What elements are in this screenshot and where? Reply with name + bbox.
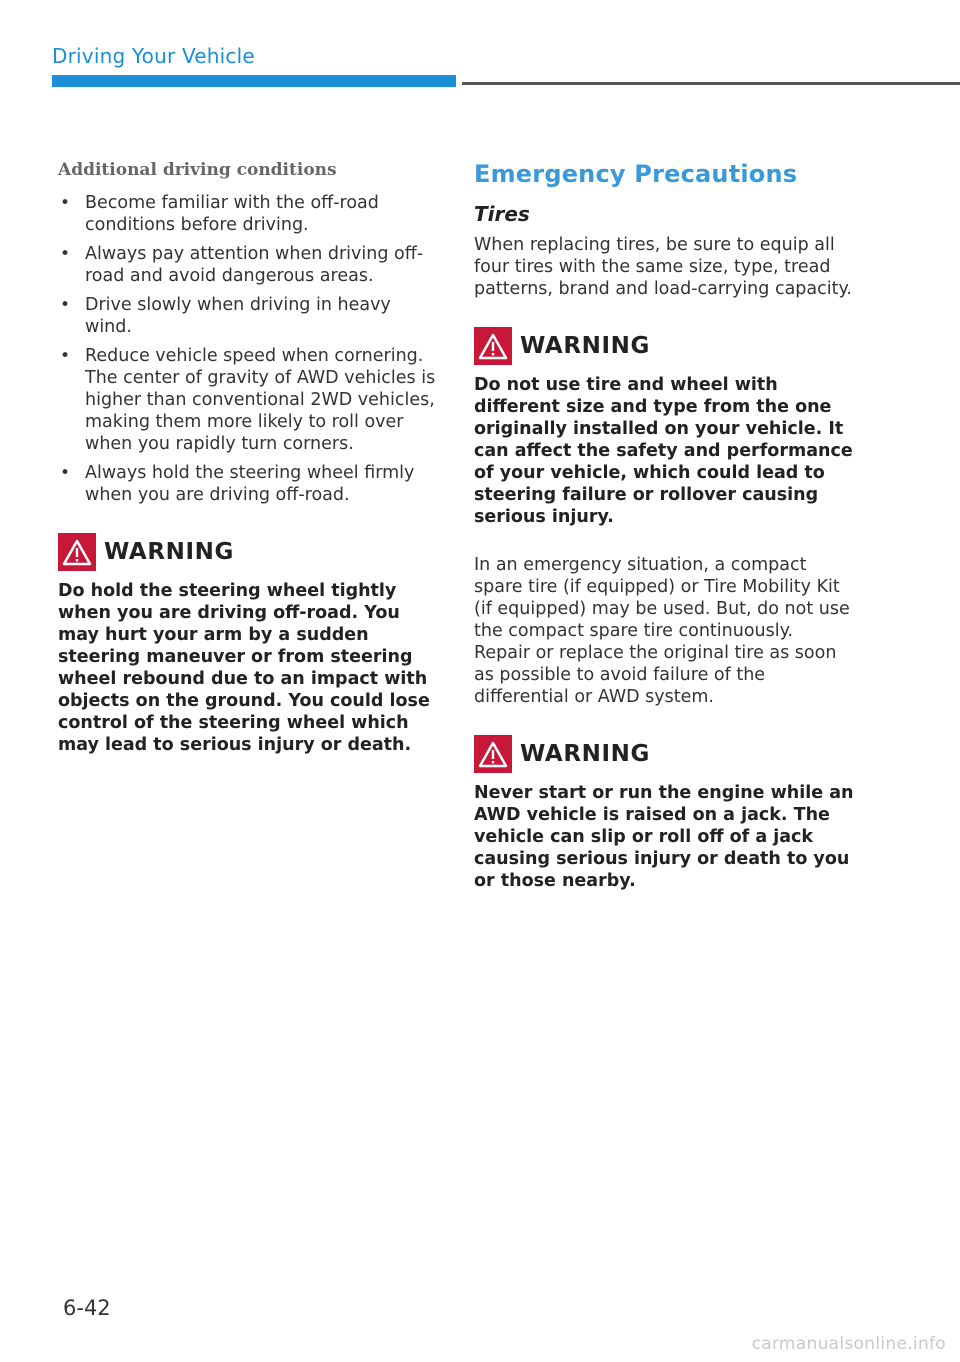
additional-driving-conditions-heading: Additional driving conditions — [58, 160, 337, 180]
warning-box — [474, 734, 854, 892]
list-item: • Always pay attention when driving off-road and avoid dangerous areas. — [60, 244, 424, 286]
list-item: • Become familiar with the off-road conditions before driving. — [60, 193, 379, 235]
warning-triangle-icon — [58, 533, 96, 571]
warning-text: Do not use tire and wheel with different size and type from the one originally installed on your vehicle. It can affect the safety and performance of your vehicle, which could lead to steering failure or rollover causing serious injury. — [474, 375, 853, 527]
list-item: • Reduce vehicle speed when cornering. The center of gravity of AWD vehicles is higher than conventional 2WD vehicles, making them more likely to roll over when you rapidly turn corners. — [60, 346, 436, 454]
warning-header — [58, 532, 438, 572]
warning-box — [58, 532, 438, 756]
warning-box — [474, 326, 854, 528]
warning-title: WARNING — [104, 539, 234, 565]
warning-title: WARNING — [520, 741, 650, 767]
bullet-icon: • — [60, 193, 71, 213]
warning-triangle-icon — [474, 327, 512, 365]
driving-conditions-list — [58, 192, 438, 506]
bullet-icon: • — [60, 244, 71, 264]
bullet-icon: • — [60, 295, 71, 315]
warning-title: WARNING — [520, 333, 650, 359]
header-title: Driving Your Vehicle — [52, 44, 255, 68]
list-item: • Always hold the steering wheel firmly when you are driving off-road. — [60, 463, 415, 505]
warning-text: Do hold the steering wheel tightly when you are driving off-road. You may hurt your arm by a sudden steering maneuver or from steering wheel rebound due to an impact with objects on the ground. You could lose control of the steering wheel which may lead to serious injury or death. — [58, 581, 430, 755]
warning-header — [474, 326, 854, 366]
warning-header — [474, 734, 854, 774]
watermark: carmanualsonline.info — [751, 1334, 946, 1354]
left-column — [58, 158, 438, 756]
right-column — [474, 158, 854, 892]
list-item: • Drive slowly when driving in heavy wind. — [60, 295, 391, 337]
bullet-icon: • — [60, 346, 71, 366]
header-accent-bar — [52, 75, 456, 87]
page-number: 6-42 — [63, 1296, 111, 1320]
bullet-icon: • — [60, 463, 71, 483]
header-rule — [462, 82, 960, 85]
emergency-precautions-title: Emergency Precautions — [474, 160, 798, 188]
emergency-spare-paragraph: In an emergency situation, a compact spare tire (if equipped) or Tire Mobility Kit (if equipped) may be used. But, do not use the compact spare tire continuously. Repair or replace the original tire as soon as possible to avoid failure of the differential or AWD system. — [474, 555, 850, 707]
warning-text: Never start or run the engine while an AWD vehicle is raised on a jack. The vehicle can slip or roll off of a jack causing serious injury or death to you or those nearby. — [474, 783, 854, 891]
tires-paragraph: When replacing tires, be sure to equip all four tires with the same size, type, tread patterns, brand and load-carrying capacity. — [474, 235, 852, 299]
tires-heading: Tires — [474, 202, 530, 226]
warning-triangle-icon — [474, 735, 512, 773]
